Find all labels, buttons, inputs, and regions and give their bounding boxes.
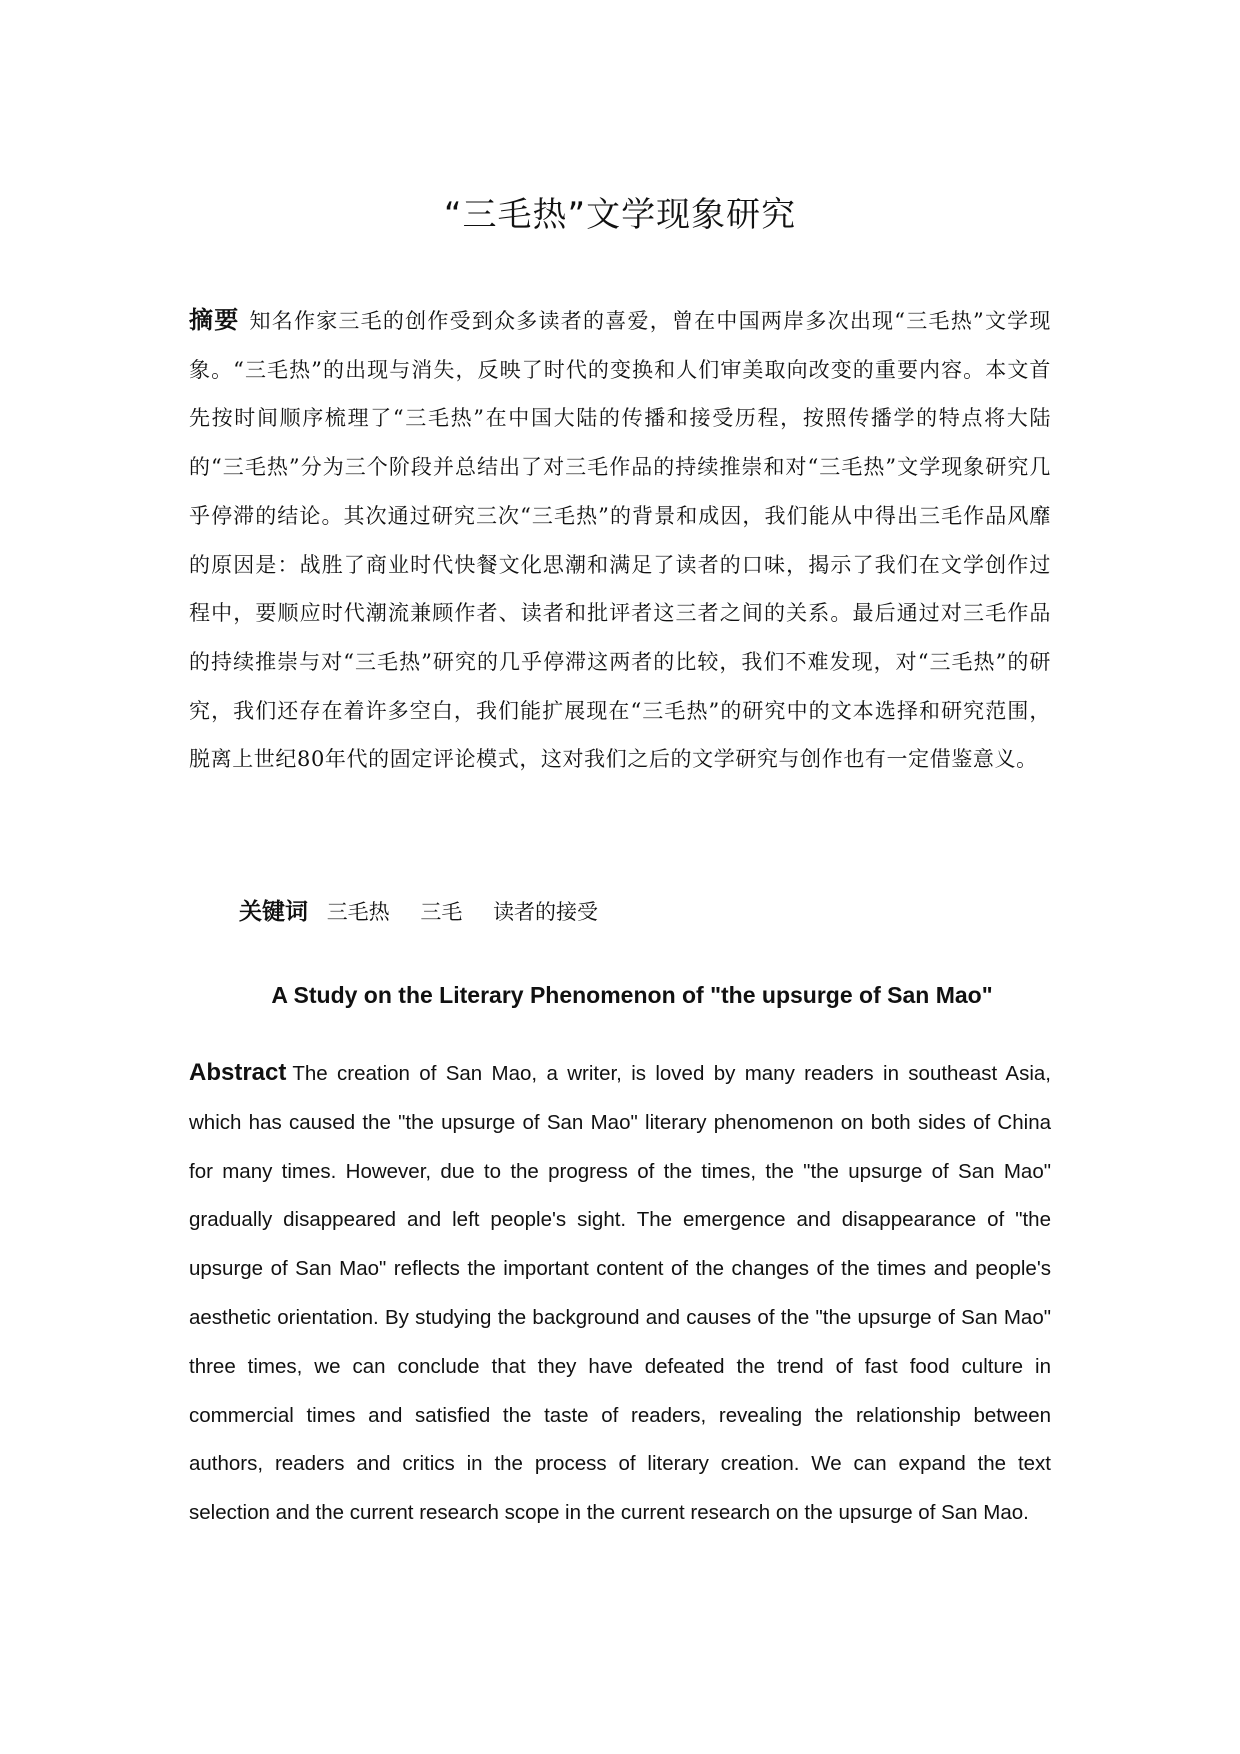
english-abstract [189,1049,1051,1538]
chinese-keywords-label: 关键词 [239,899,308,925]
chinese-abstract [189,296,1051,784]
keyword: 三毛热 [326,900,390,924]
english-abstract-text: The creation of San Mao, a writer, is loved by many readers in southeast Asia, which has caused the "the upsurge of San Mao" literary phenomenon on both sides of China for many times. However, due to the progress of the times, the "the upsurge of San Mao" gradually disappeared and left people's sight. The emergence and disappearance of "the upsurge of San Mao" reflects the important content of the changes of the times and people's aesthetic orientation. By studying the background and causes of the "the upsurge of San Mao" three times, we can conclude that they have defeated the trend of fast food culture in commercial times and satisfied the taste of readers, revealing the relationship between authors, readers and critics in the process of literary creation. We can expand the text selection and the current research scope in the current research on the upsurge of San Mao. [189,1062,1051,1525]
chinese-title: “三毛热”文学现象研究 [443,195,797,235]
chinese-abstract-text: 知名作家三毛的创作受到众多读者的喜爱，曾在中国两岸多次出现“三毛热”文学现象。“三毛热”的出现与消失，反映了时代的变换和人们审美取向改变的重要内容。本文首先按时间顺序梳理了“三毛热”在中国大陆的传播和接受历程，按照传播学的特点将大陆的“三毛热”分为三个阶段并总结出了对三毛作品的持续推崇和对“三毛热”文学现象研究几乎停滞的结论。其次通过研究三次“三毛热”的背景和成因，我们能从中得出三毛作品风靡的原因是：战胜了商业时代快餐文化思潮和满足了读者的口味，揭示了我们在文学创作过程中，要顺应时代潮流兼顾作者、读者和批评者这三者之间的关系。最后通过对三毛作品的持续推崇与对“三毛热”研究的几乎停滞这两者的比较，我们不难发现，对“三毛热”的研究，我们还存在着许多空白，我们能扩展现在“三毛热”的研究中的文本选择和研究范围，脱离上世纪80年代的固定评论模式，这对我们之后的文学研究与创作也有一定借鉴意义。 [189,309,1052,772]
keyword: 读者的接受 [493,900,599,924]
english-title: A Study on the Literary Phenomenon of "the upsurge of San Mao" [271,982,993,1008]
keyword: 三毛 [420,900,463,924]
chinese-abstract-label: 摘要 [189,306,240,334]
english-abstract-label: Abstract [189,1059,287,1086]
chinese-keywords [239,892,622,932]
